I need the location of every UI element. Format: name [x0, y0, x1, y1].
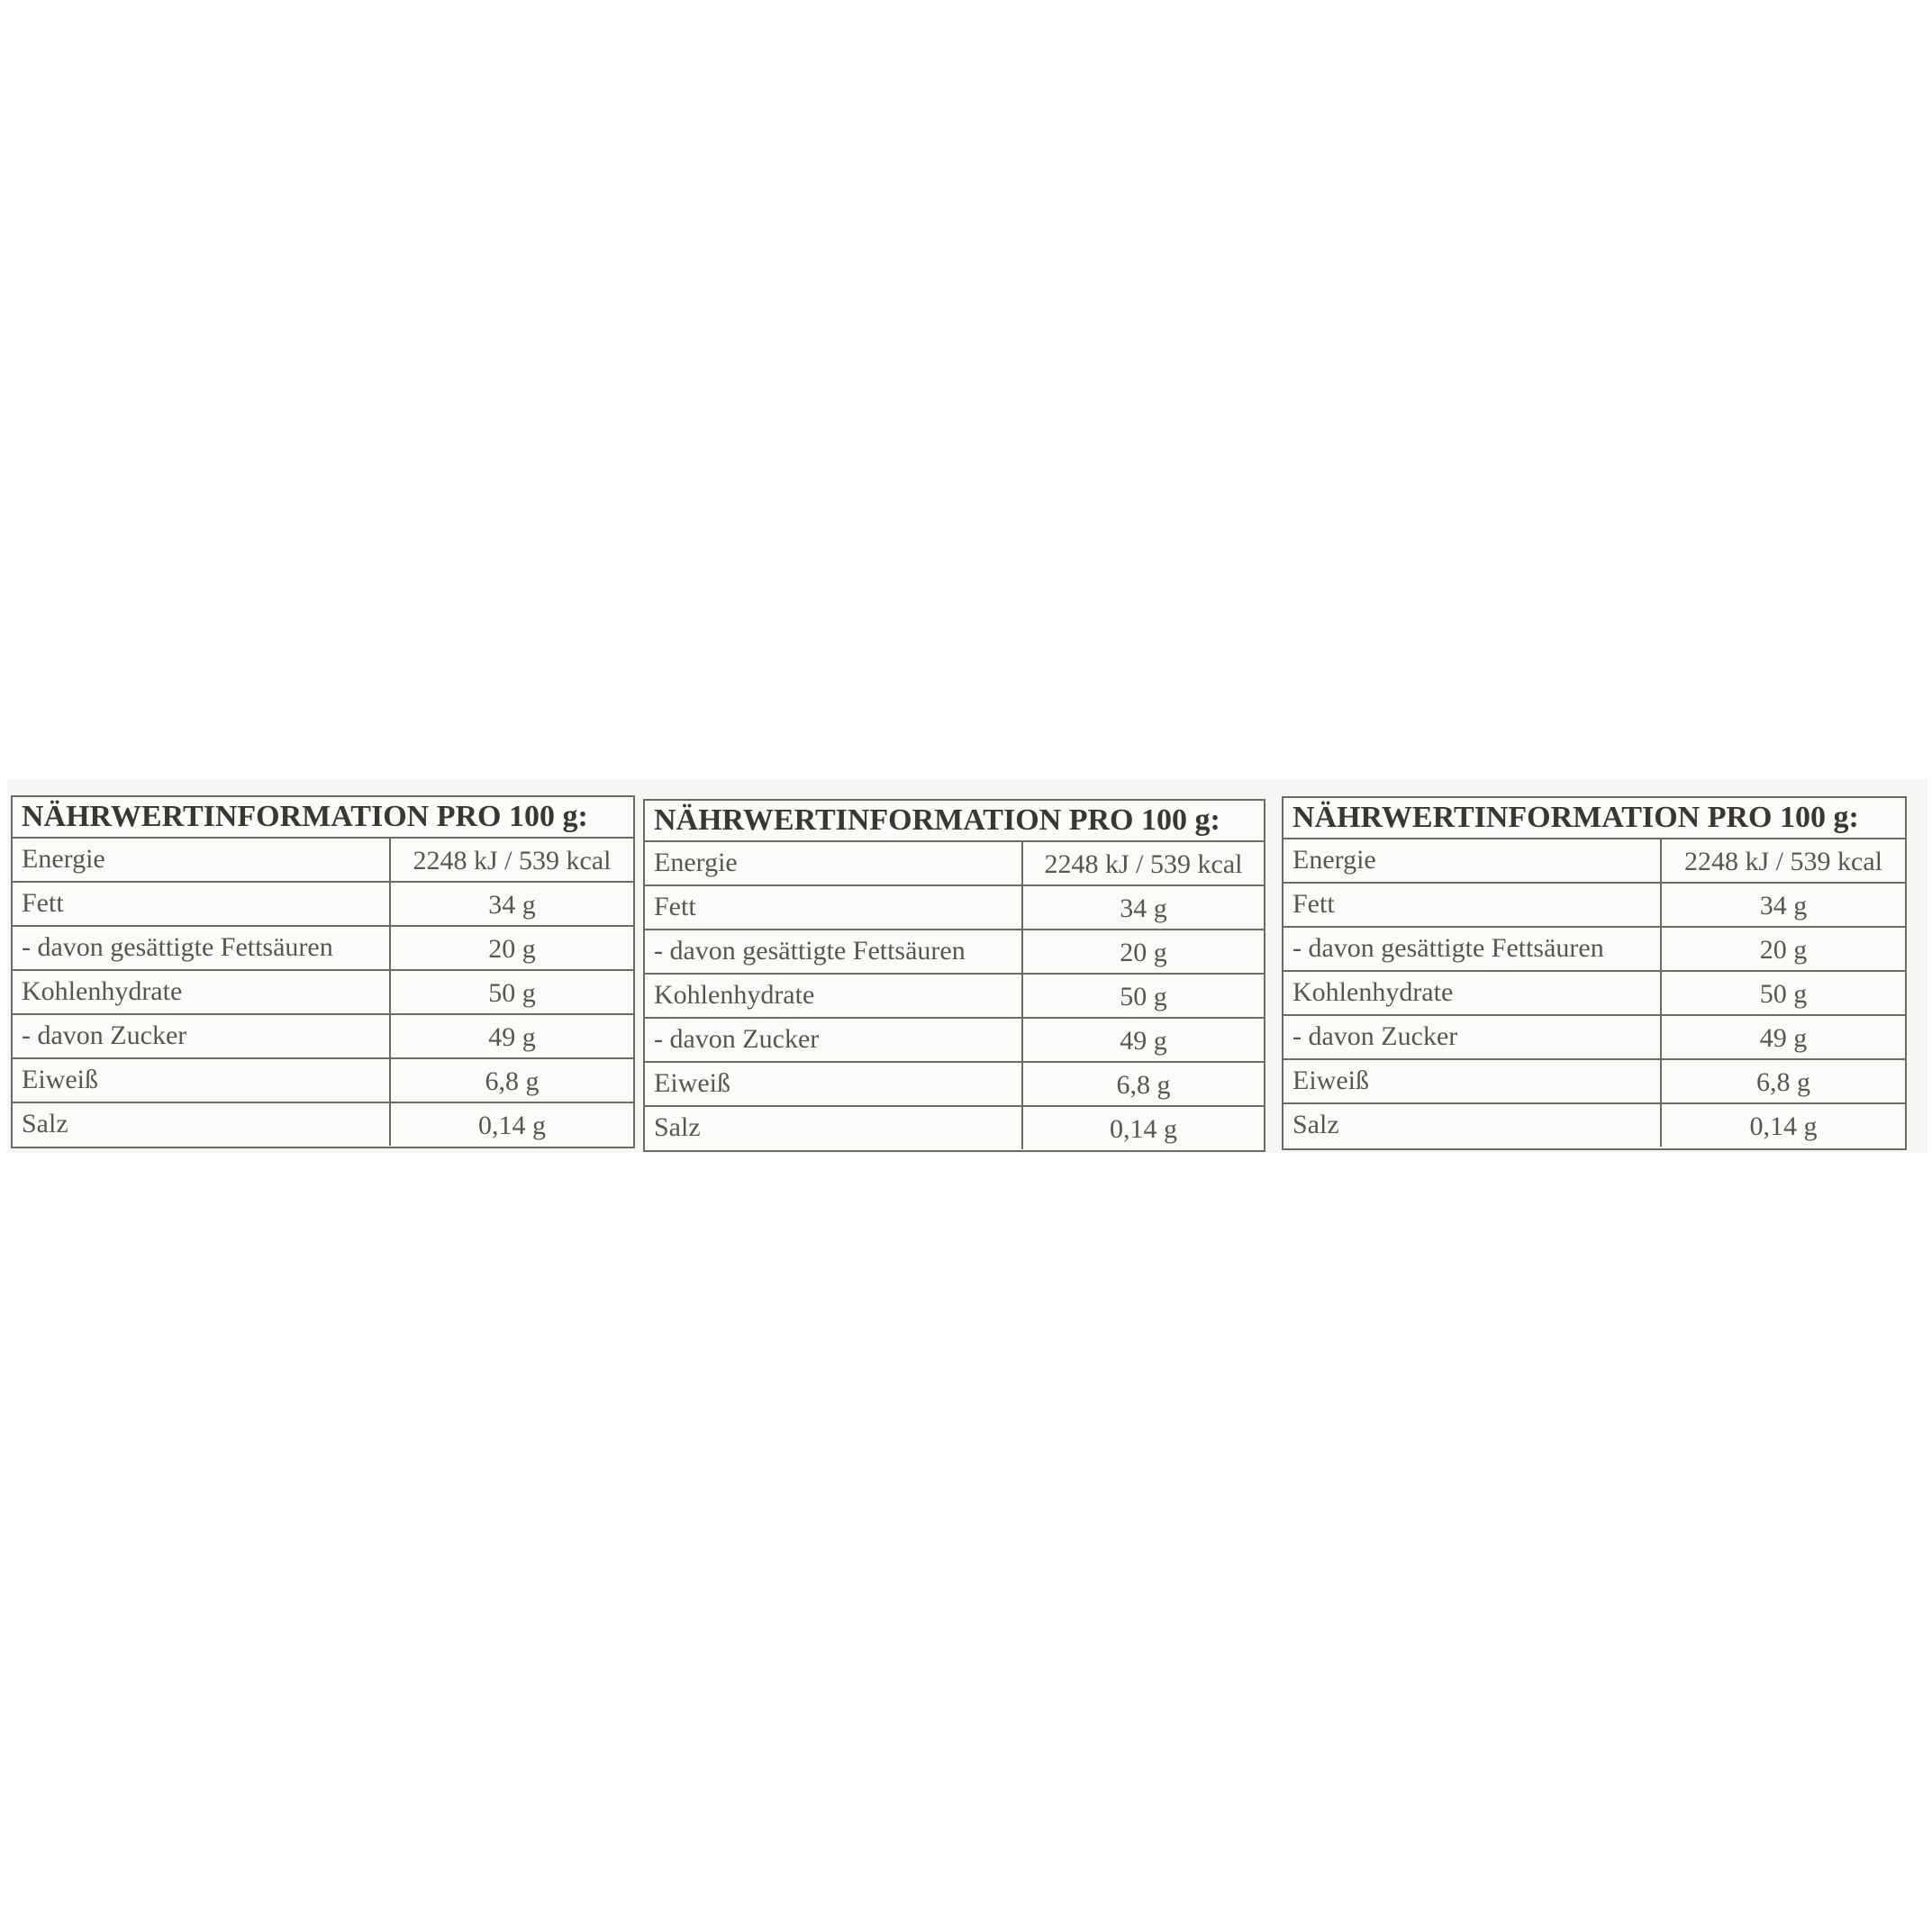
row-value: 34 g	[1759, 891, 1808, 921]
row-label: Salz	[645, 1107, 1023, 1149]
row-value: 50 g	[488, 978, 536, 1008]
row-value: 49 g	[1759, 1023, 1808, 1053]
row-label: - davon gesättigte Fettsäuren	[1283, 928, 1662, 970]
row-label: Kohlenhydrate	[13, 971, 391, 1013]
table-row	[13, 927, 633, 971]
table-row	[645, 930, 1264, 975]
row-value: 2248 kJ / 539 kcal	[1044, 849, 1243, 879]
table-row	[645, 842, 1264, 886]
row-label: - davon gesättigte Fettsäuren	[645, 930, 1023, 973]
table-row	[1283, 839, 1905, 884]
panel-title: NÄHRWERTINFORMATION PRO 100 g:	[1283, 798, 1905, 839]
row-value: 20 g	[488, 934, 536, 964]
nutrition-panel-3	[1282, 796, 1907, 1150]
table-row	[645, 886, 1264, 930]
row-label: Fett	[645, 886, 1023, 929]
row-value: 6,8 g	[1756, 1067, 1810, 1097]
row-value: 20 g	[1759, 935, 1808, 965]
row-label: Salz	[13, 1103, 391, 1146]
row-label: - davon Zucker	[1283, 1016, 1662, 1058]
row-value: 34 g	[1120, 893, 1167, 923]
row-value: 50 g	[1759, 979, 1808, 1009]
row-value: 2248 kJ / 539 kcal	[1684, 847, 1882, 876]
table-row	[1283, 928, 1905, 972]
panel-title: NÄHRWERTINFORMATION PRO 100 g:	[13, 797, 633, 839]
row-value: 6,8 g	[1116, 1070, 1171, 1100]
row-label: Energie	[13, 839, 391, 881]
row-label: Salz	[1283, 1104, 1662, 1147]
table-row	[1283, 1104, 1905, 1147]
row-label: - davon Zucker	[13, 1015, 391, 1057]
row-label: Fett	[1283, 884, 1662, 926]
row-label: - davon gesättigte Fettsäuren	[13, 927, 391, 969]
table-row	[13, 1015, 633, 1059]
row-label: Eiweiß	[645, 1063, 1023, 1105]
row-value: 0,14 g	[478, 1111, 546, 1140]
table-row	[13, 839, 633, 883]
row-value: 49 g	[1120, 1026, 1167, 1056]
table-row	[1283, 972, 1905, 1016]
table-row	[13, 971, 633, 1015]
table-row	[645, 1107, 1264, 1149]
row-label: Energie	[645, 842, 1023, 884]
row-value: 20 g	[1120, 938, 1167, 967]
row-label: Kohlenhydrate	[645, 975, 1023, 1017]
row-value: 34 g	[488, 890, 536, 920]
row-label: Fett	[13, 883, 391, 925]
nutrition-panel-2	[643, 799, 1265, 1152]
row-value: 50 g	[1120, 982, 1167, 1011]
row-label: Eiweiß	[1283, 1060, 1662, 1102]
table-row	[1283, 1016, 1905, 1060]
row-value: 0,14 g	[1110, 1114, 1177, 1144]
table-row	[645, 975, 1264, 1019]
table-row	[13, 883, 633, 927]
row-label: - davon Zucker	[645, 1019, 1023, 1061]
row-label: Kohlenhydrate	[1283, 972, 1662, 1014]
table-row	[13, 1059, 633, 1103]
row-value: 2248 kJ / 539 kcal	[413, 846, 612, 875]
table-row	[13, 1103, 633, 1146]
row-label: Eiweiß	[13, 1059, 391, 1102]
row-label: Energie	[1283, 839, 1662, 882]
table-row	[645, 1019, 1264, 1063]
row-value: 0,14 g	[1749, 1111, 1818, 1141]
row-value: 6,8 g	[485, 1066, 540, 1096]
table-row	[1283, 1060, 1905, 1104]
panel-title: NÄHRWERTINFORMATION PRO 100 g:	[645, 801, 1264, 842]
row-value: 49 g	[488, 1022, 536, 1052]
nutrition-panel-1	[11, 795, 635, 1148]
table-row	[645, 1063, 1264, 1107]
table-row	[1283, 884, 1905, 928]
